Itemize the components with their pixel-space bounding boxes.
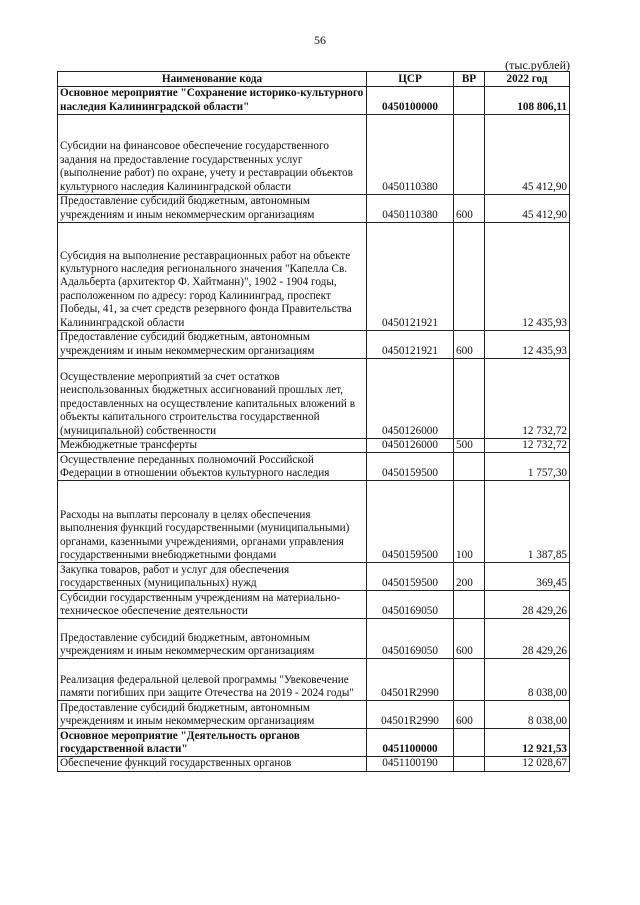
row-name-cell: Реализация федеральной целевой программы "Увековечение памяти погибших при защите Отечества на 2019 - 2024 годы" [58, 659, 367, 701]
row-code-cell: 0450110380 [367, 115, 454, 195]
row-amount-cell: 28 429,26 [485, 591, 570, 619]
header-vr: ВР [454, 72, 485, 87]
row-code-cell: 0450110380 [367, 195, 454, 223]
row-code-cell: 0450100000 [367, 87, 454, 115]
row-vr-cell: 600 [454, 701, 485, 729]
row-name-cell: Осуществление переданных полномочий Российской Федерации в отношении объектов культурного наследия [58, 453, 367, 481]
header-name: Наименование кода [58, 72, 367, 87]
row-amount-cell: 45 412,90 [485, 115, 570, 195]
row-amount-cell: 108 806,11 [485, 87, 570, 115]
table-row [58, 331, 570, 359]
row-name-cell: Осуществление мероприятий за счет остатков неиспользованных бюджетных ассигнований прошлых лет, предоставленных на осуществление капитальных вложений в объекты капитального строительства государственной (муниципальной) собственности [58, 359, 367, 439]
row-name-cell: Субсидия на выполнение реставрационных работ на объекте культурного наследия регионального значения "Капелла Св. Адальберта (архитектор Ф. Хайтманн)", 1902 - 1904 годы, расположенном по адресу: город Калининград, проспект Победы, 41, за счет средств резервного фонда Правительства Калининградской области [58, 223, 367, 331]
row-name-cell: Основное мероприятие "Деятельность органов государственной власти" [58, 729, 367, 757]
row-code-cell: 0450126000 [367, 439, 454, 453]
row-code-cell: 0450126000 [367, 359, 454, 439]
row-vr-cell [454, 659, 485, 701]
row-amount-cell: 12 435,93 [485, 331, 570, 359]
row-vr-cell [454, 453, 485, 481]
row-name-cell: Предоставление субсидий бюджетным, автономным учреждениям и иным некоммерческим организациям [58, 701, 367, 729]
row-code-cell: 0451100190 [367, 757, 454, 771]
table-body [58, 87, 570, 772]
row-amount-cell: 28 429,26 [485, 619, 570, 659]
row-amount-cell: 369,45 [485, 563, 570, 591]
row-name-cell: Субсидии на финансовое обеспечение государственного задания на предоставление государственных услуг (выполнение работ) по охране, учету и реставрации объектов культурного наследия Калининградской области [58, 115, 367, 195]
table-row [58, 659, 570, 701]
table-row [58, 223, 570, 331]
row-code-cell: 0450121921 [367, 331, 454, 359]
table-row [58, 359, 570, 439]
row-code-cell: 0450159500 [367, 481, 454, 563]
row-amount-cell: 12 732,72 [485, 359, 570, 439]
row-amount-cell: 45 412,90 [485, 195, 570, 223]
table-row [58, 729, 570, 757]
row-amount-cell: 12 921,53 [485, 729, 570, 757]
row-name-cell: Предоставление субсидий бюджетным, автономным учреждениям и иным некоммерческим организациям [58, 195, 367, 223]
row-vr-cell [454, 87, 485, 115]
row-vr-cell: 600 [454, 331, 485, 359]
unit-note: (тыс.рублей) [505, 58, 570, 72]
page-number: 56 [314, 33, 326, 47]
table-row [58, 195, 570, 223]
row-name-cell: Предоставление субсидий бюджетным, автономным учреждениям и иным некоммерческим организациям [58, 619, 367, 659]
row-name-cell: Предоставление субсидий бюджетным, автономным учреждениям и иным некоммерческим организациям [58, 331, 367, 359]
table-row [58, 115, 570, 195]
row-code-cell: 0450159500 [367, 563, 454, 591]
row-vr-cell: 500 [454, 439, 485, 453]
row-amount-cell: 8 038,00 [485, 659, 570, 701]
row-vr-cell: 600 [454, 619, 485, 659]
row-vr-cell [454, 757, 485, 771]
row-vr-cell [454, 359, 485, 439]
row-code-cell: 0450169050 [367, 591, 454, 619]
table-row [58, 563, 570, 591]
row-vr-cell: 100 [454, 481, 485, 563]
row-name-cell: Закупка товаров, работ и услуг для обеспечения государственных (муниципальных) нужд [58, 563, 367, 591]
table-row [58, 87, 570, 115]
table-header-row [58, 72, 570, 87]
header-amount: 2022 год [485, 72, 570, 87]
table-row [58, 591, 570, 619]
row-code-cell: 04501R2990 [367, 659, 454, 701]
row-name-cell: Субсидии государственным учреждениям на материально-техническое обеспечение деятельности [58, 591, 367, 619]
row-amount-cell: 8 038,00 [485, 701, 570, 729]
row-amount-cell: 1 757,30 [485, 453, 570, 481]
row-vr-cell [454, 729, 485, 757]
header-code: ЦСР [367, 72, 454, 87]
row-vr-cell [454, 115, 485, 195]
row-vr-cell: 600 [454, 195, 485, 223]
row-amount-cell: 1 387,85 [485, 481, 570, 563]
table-row [58, 439, 570, 453]
row-code-cell: 0451100000 [367, 729, 454, 757]
row-name-cell: Основное мероприятие "Сохранение историко-культурного наследия Калининградской области" [58, 87, 367, 115]
row-vr-cell [454, 591, 485, 619]
row-vr-cell: 200 [454, 563, 485, 591]
table-row [58, 453, 570, 481]
row-code-cell: 0450169050 [367, 619, 454, 659]
table-row [58, 481, 570, 563]
row-amount-cell: 12 732,72 [485, 439, 570, 453]
table-row [58, 619, 570, 659]
row-name-cell: Межбюджетные трансферты [58, 439, 367, 453]
row-amount-cell: 12 028,67 [485, 757, 570, 771]
row-code-cell: 04501R2990 [367, 701, 454, 729]
table-row [58, 701, 570, 729]
row-name-cell: Обеспечение функций государственных органов [58, 757, 367, 771]
row-code-cell: 0450121921 [367, 223, 454, 331]
row-name-cell: Расходы на выплаты персоналу в целях обеспечения выполнения функций государственными (муниципальными) органами, казенными учреждениями, органами управления государственными внебюджетными фондами [58, 481, 367, 563]
row-code-cell: 0450159500 [367, 453, 454, 481]
budget-table [57, 71, 570, 772]
row-vr-cell [454, 223, 485, 331]
row-amount-cell: 12 435,93 [485, 223, 570, 331]
table-row [58, 757, 570, 771]
